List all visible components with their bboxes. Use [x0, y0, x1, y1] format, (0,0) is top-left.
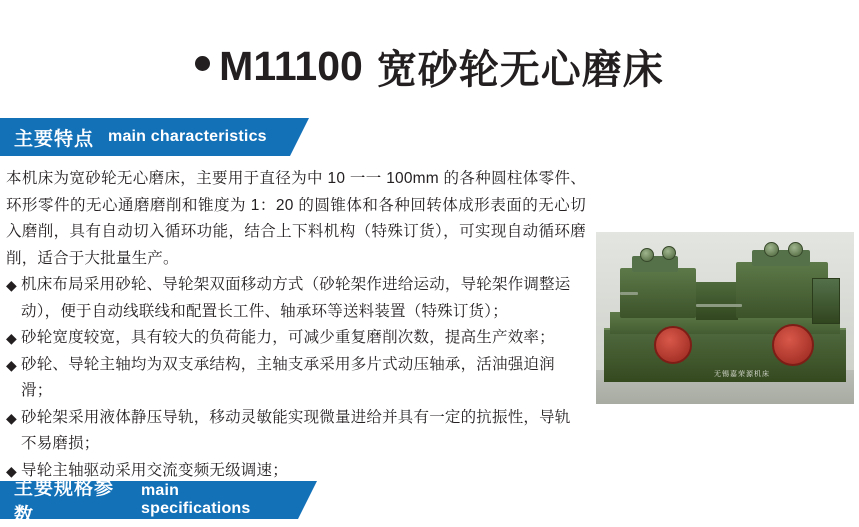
section-header-main-specifications [0, 478, 298, 526]
title-bullet-icon [195, 56, 210, 71]
section-header-en: main characteristics [108, 128, 267, 145]
machine-control-panel [812, 278, 840, 324]
intro-paragraph: 本机床为宽砂轮无心磨床，主要用于直径为中 10 一一 100mm 的各种圆柱体零件、环形零件的无心通磨磨削和锥度为 1：20 的圆锥体和各种回转体成形表面的无心切入磨削，具有自动切入循环功能，结合上下料机构（特殊订货），可实现自动循环磨削，适合于大批量生产。 [6, 170, 586, 267]
list-item [6, 352, 586, 405]
diamond-bullet-icon: ◆ [6, 277, 17, 293]
machine-knob [788, 242, 803, 257]
diamond-bullet-icon: ◆ [6, 330, 17, 346]
diamond-bullet-icon: ◆ [6, 409, 17, 426]
machine-guard-rail [696, 304, 742, 307]
list-item [6, 272, 586, 325]
machine-handwheel [772, 324, 814, 366]
feature-list [6, 272, 586, 484]
machine-guard-rail [620, 292, 638, 295]
list-item-text: 砂轮、导轮主轴均为双支承结构，主轴支承采用多片式动压轴承，活油强迫润滑； [21, 355, 555, 399]
section-header-cn: 主要规格参数 [14, 478, 115, 526]
section-header-main-characteristics [0, 118, 290, 156]
machine-center-housing [696, 282, 738, 320]
list-item [6, 325, 586, 352]
product-name: 宽砂轮无心磨床 [376, 48, 664, 92]
list-item-text: 导轮主轴驱动采用交流变频无级调速； [21, 461, 288, 479]
machine-photo [596, 232, 854, 404]
diamond-bullet-icon: ◆ [6, 462, 17, 479]
section-header-en: main specifications [141, 482, 251, 517]
machine-knob [662, 246, 676, 260]
photo-caption: 无锡嘉荣源机床 [714, 370, 770, 378]
list-item-text: 砂轮架采用液体静压导轨，移动灵敏能实现微量进给并具有一定的抗振性，导轨不易磨损； [21, 408, 571, 452]
machine-knob [640, 248, 654, 262]
list-item-text: 机床布局采用砂轮、导轮架双面移动方式（砂轮架作进给运动，导轮架作调整运动），便于自动线联线和配置长工件、轴承环等送料装置（特殊订货）； [21, 276, 571, 320]
section-header-cn: 主要特点 [14, 128, 95, 150]
list-item [6, 405, 586, 458]
machine-knob [764, 242, 779, 257]
page-title [0, 38, 859, 95]
diamond-bullet-icon: ◆ [6, 356, 17, 373]
machine-handwheel [654, 326, 692, 364]
product-model: M11100 [219, 43, 363, 89]
list-item-text: 砂轮宽度较宽，具有较大的负荷能力，可减少重复磨削次数，提高生产效率； [21, 329, 555, 346]
